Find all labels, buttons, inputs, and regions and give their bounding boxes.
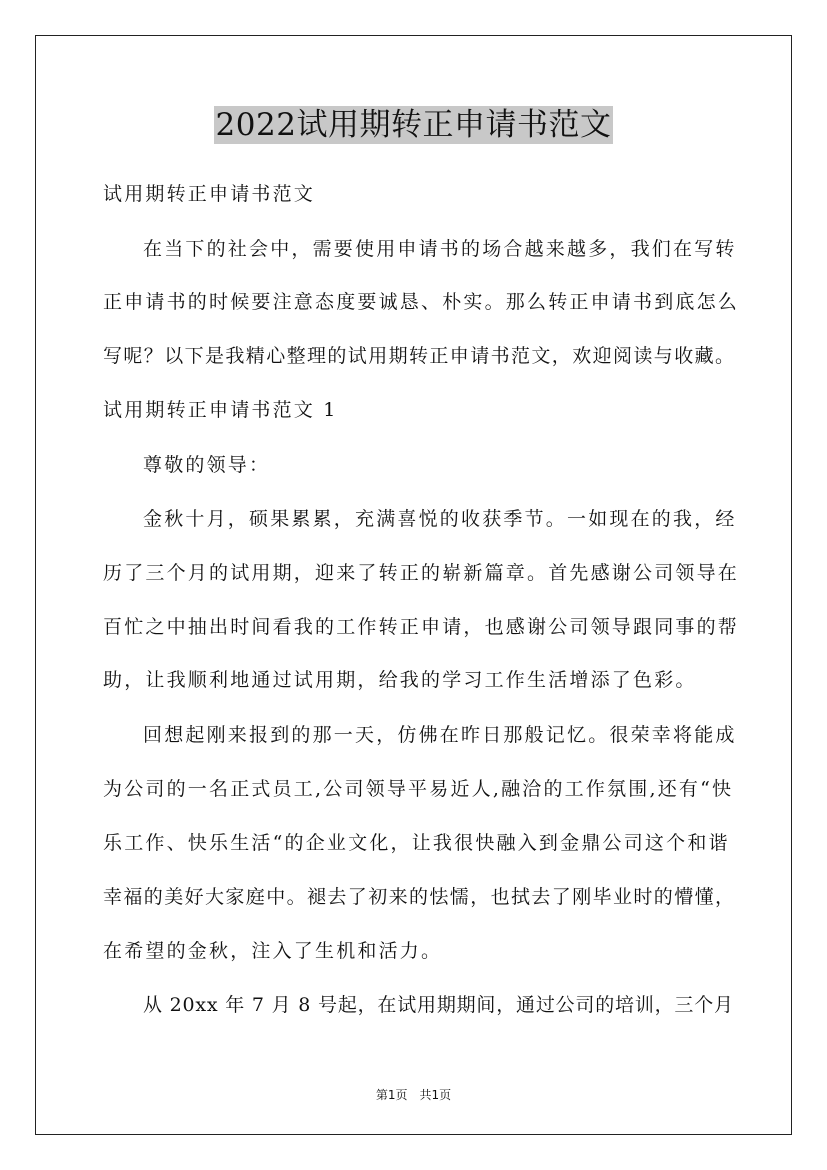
paragraph-line: 百忙之中抽出时间看我的工作转正申请，也感谢公司领导跟同事的帮	[103, 616, 740, 638]
paragraph-line: 助，让我顺利地通过试用期，给我的学习工作生活增添了色彩。	[103, 669, 697, 691]
document-title-wrapper	[0, 99, 827, 144]
paragraph-line: 在希望的金秋，注入了生机和活力。	[103, 940, 443, 962]
paragraph-line: 从 20xx 年 7 月 8 号起，在试用期期间，通过公司的培训，三个月	[143, 994, 734, 1016]
paragraph-line: 回想起刚来报到的那一天，仿佛在昨日那般记忆。很荣幸将能成	[143, 724, 737, 746]
paragraph-line: 乐工作、快乐生活“的企业文化，让我很快融入到金鼎公司这个和谐	[103, 832, 730, 854]
subsection-heading: 试用期转正申请书范文 1	[103, 399, 338, 421]
section-heading: 试用期转正申请书范文	[103, 183, 316, 205]
page-footer: 第1页 共1页	[375, 1088, 452, 1102]
paragraph-line: 金秋十月，硕果累累，充满喜悦的收获季节。一如现在的我，经	[143, 508, 737, 530]
paragraph-line: 历了三个月的试用期，迎来了转正的崭新篇章。首先感谢公司领导在	[103, 562, 740, 584]
paragraph-line: 为公司的一名正式员工,公司领导平易近人,融洽的工作氛围,还有“快	[103, 778, 734, 800]
paragraph-line: 写呢？以下是我精心整理的试用期转正申请书范文，欢迎阅读与收藏。	[103, 345, 736, 367]
paragraph-line: 在当下的社会中，需要使用申请书的场合越来越多，我们在写转	[143, 238, 737, 260]
paragraph-line: 幸福的美好大家庭中。褪去了初来的怯懦，也拭去了刚毕业时的懵懂，	[103, 886, 736, 908]
document-title: 2022试用期转正申请书范文	[215, 107, 612, 143]
salutation: 尊敬的领导：	[143, 454, 271, 476]
paragraph-line: 正申请书的时候要注意态度要诚恳、朴实。那么转正申请书到底怎么	[103, 291, 740, 313]
